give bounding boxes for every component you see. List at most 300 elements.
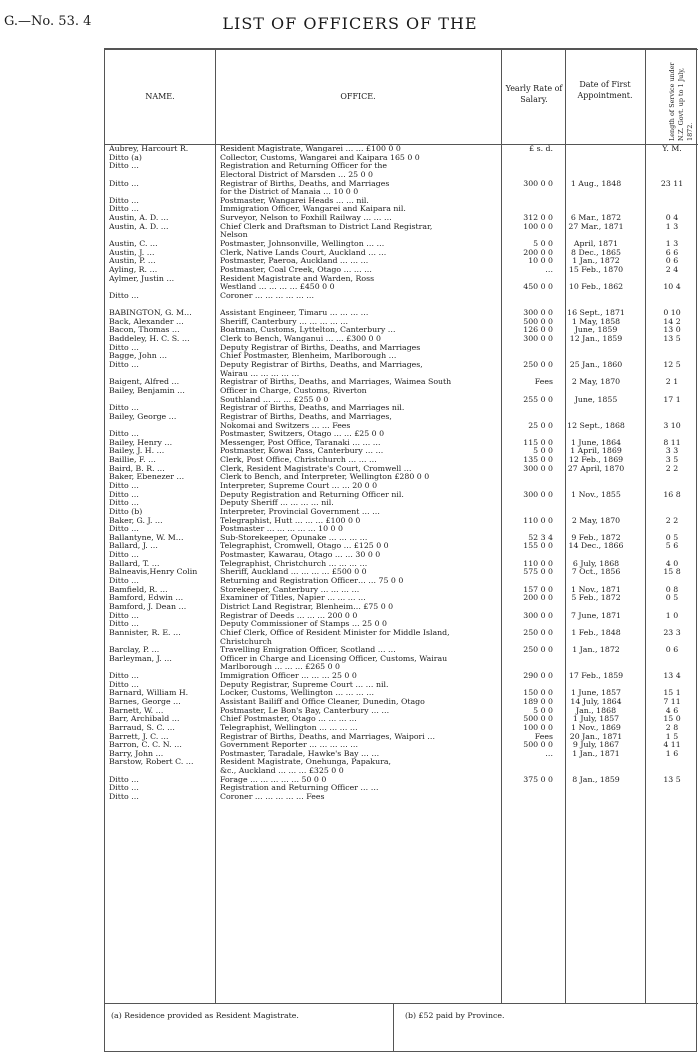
table-row [105,275,698,284]
yearly-salary: 100 0 0 [523,222,553,231]
table-row [105,223,698,232]
appointment-date: April, 1871 [573,240,619,249]
table-row [105,586,698,595]
office-title: Sub-Storekeeper, Opunake … … … … [220,533,368,542]
yearly-salary: 5 0 0 [533,706,553,715]
service-length: 2 4 [665,265,679,274]
yearly-salary: £ s. d. [529,145,553,153]
table-row [105,724,698,733]
table-body [105,145,698,802]
officer-name: Ayling, R. … [109,265,158,274]
office-title: Postmaster, Johnsonville, Wellington … … [220,240,385,249]
office-title: Marlborough … … … £265 0 0 [220,663,341,672]
service-length: 12 5 [663,361,681,370]
appointment-date: 6 Mar., 1872 [570,214,622,223]
appointment-date: 1 June, 1864 [570,438,622,447]
table-row [105,197,698,206]
office-title: Postmaster, Taradale, Hawke's Bay … … [220,749,380,758]
table-row [105,776,698,785]
officer-name: Ditto … [109,490,139,499]
officer-name: Ditto … [109,404,139,413]
yearly-salary: 255 0 0 [523,395,553,404]
office-title: Wairau … … … … … [220,369,300,378]
officer-name: Bacon, Thomas … [109,326,180,335]
table-row [105,707,698,716]
table-row [105,767,698,776]
service-length: 0 6 [665,257,679,266]
officer-name: Ditto … [109,179,139,188]
table-row [105,205,698,214]
table-row [105,188,698,197]
yearly-salary: Fees [534,732,553,741]
yearly-salary: 300 0 0 [523,179,553,188]
service-length: 1 6 [665,749,679,758]
officer-name: Barnes, George … [109,698,181,706]
office-title: Registrar of Deeds … … … 200 0 0 [220,611,358,620]
table-row [105,715,698,724]
officer-name: Austin, C. … [109,240,158,249]
service-length: 10 4 [663,283,681,292]
appointment-date: 14 Dec., 1866 [568,542,624,551]
service-length: 23 11 [660,179,684,188]
service-length: 13 5 [663,775,681,784]
office-title: Sheriff, Auckland … … … … £500 0 0 [220,568,367,577]
table-row [105,603,698,612]
table-row [105,560,698,569]
table-row [105,568,698,577]
table-row [105,465,698,474]
office-title: Boatman, Customs, Lyttelton, Canterbury … [220,326,396,335]
officer-name: Austin, J. … [109,248,155,257]
table-row [105,741,698,750]
officer-name: Barraud, S. C. … [109,723,175,732]
office-title: Locker, Customs, Wellington … … … … [220,689,375,698]
office-title: Deputy Registrar of Births, Deaths, and Marriages, [220,361,423,370]
table-row [105,499,698,508]
table-row [105,612,698,621]
office-title: Immigration Officer … … … 25 0 0 [220,672,357,681]
yearly-salary: 500 0 0 [523,317,553,326]
office-title: Assistant Bailiff and Office Cleaner, Dunedin, Otago [220,698,425,706]
office-title: Returning and Registration Officer… … 75 0 0 [220,577,404,586]
table-row [105,249,698,258]
table-row [105,456,698,465]
yearly-salary: 200 0 0 [523,248,553,257]
table-row [105,352,698,361]
office-title: Postmaster, Le Bon's Bay, Canterbury … … [220,706,390,715]
table-row [105,689,698,698]
officer-name: Ballard, J. … [109,542,158,551]
appointment-date: 5 Feb., 1872 [571,594,621,603]
table-row [105,542,698,551]
yearly-salary: 189 0 0 [523,698,553,706]
service-length: 17 1 [663,395,681,404]
officer-name: Ditto … [109,784,139,793]
yearly-salary: 135 0 0 [523,456,553,465]
office-title: Chief Postmaster, Blenheim, Marlborough … [220,352,397,361]
office-title: Chief Clerk, Office of Resident Minister for Middle Island, [220,628,450,637]
officer-name: Barrett, J. C. … [109,732,169,741]
table-row [105,698,698,707]
yearly-salary: 25 0 0 [528,421,553,430]
service-length: 2 8 [665,723,679,732]
officer-name: Ditto … [109,680,139,689]
table-row [105,240,698,249]
officers-table [104,48,697,1052]
table-row [105,162,698,171]
table-row [105,534,698,543]
appointment-date: Jan., 1868 [575,706,617,715]
service-length: 2 2 [665,516,679,525]
office-title: Registration and Returning Officer for the [220,162,387,171]
yearly-salary: 575 0 0 [523,568,553,577]
table-row [105,396,698,405]
table-row [105,629,698,638]
table-row [105,750,698,759]
officer-name: Austin, A. D. … [109,222,169,231]
office-title: Clerk, Native Lands Court, Auckland … … [220,248,387,257]
table-row [105,378,698,387]
appointment-date: 1 Nov., 1855 [571,490,621,499]
office-title: Deputy Commissioner of Stamps … 25 0 0 [220,620,387,629]
office-title: Government Reporter … … … … … [220,741,359,750]
page-title: LIST OF OFFICERS OF THE [222,14,478,33]
office-title: Chief Clerk and Draftsman to District Land Registrar, [220,222,433,231]
yearly-salary: 5 0 0 [533,447,553,456]
officer-name: Aubrey, Harcourt R. [109,145,189,153]
table-row [105,318,698,327]
table-row [105,370,698,379]
date-column-header: Date of First Appointment. [577,80,633,100]
service-length: 3 10 [663,421,681,430]
service-length: 0 10 [663,309,681,318]
officer-name: Ditto … [109,577,139,586]
office-title: Telegraphist, Hutt … … … £100 0 0 [220,516,361,525]
officer-name: Bailey, George … [109,412,177,421]
yearly-salary: 110 0 0 [523,559,553,568]
appointment-date: 12 Feb., 1869 [568,456,624,465]
officer-name: Ditto … [109,430,139,439]
service-length: 7 11 [663,698,681,706]
yearly-salary: 300 0 0 [523,490,553,499]
office-title: Deputy Registration and Returning Officer nil. [220,490,404,499]
service-length: 6 6 [665,248,679,257]
yearly-salary: 300 0 0 [523,464,553,473]
officer-name: Ditto … [109,551,139,560]
service-length: 3 3 [665,447,679,456]
yearly-salary: 250 0 0 [523,646,553,655]
table-row [105,301,698,310]
salary-column-header: Yearly Rate of Salary. [505,84,563,104]
officer-name: Bamford, J. Dean … [109,602,187,611]
office-title: Telegraphist, Wellington … … … … [220,723,358,732]
office-title: Assistant Engineer, Timaru … … … … [220,309,369,318]
yearly-salary: 157 0 0 [523,585,553,594]
appointment-date: 1 Jan., 1872 [572,646,620,655]
yearly-salary: 115 0 0 [523,438,553,447]
footnote-rule [105,1003,698,1004]
service-length: 14 2 [663,317,681,326]
office-title: Postmaster, Kawarau, Otago … … 30 0 0 [220,551,381,560]
officer-name: Bailey, Benjamin … [109,386,185,395]
service-length: 16 8 [663,490,681,499]
table-row [105,283,698,292]
officer-name: Barclay, P. … [109,646,160,655]
table-row [105,638,698,647]
office-title: Collector, Customs, Wangarei and Kaipara 165 0 0 [220,153,420,162]
office-title: Resident Magistrate, Wangarei … … £100 0 0 [220,145,401,153]
office-title: Christchurch [220,637,272,646]
table-row [105,620,698,629]
officer-name: Ditto … [109,525,139,534]
table-row [105,663,698,672]
table-row [105,171,698,180]
officer-name: Baker, G. J. … [109,516,163,525]
appointment-date: 16 Sept., 1871 [567,309,625,318]
office-title: Nelson [220,231,248,240]
officer-name: Bannister, R. E. … [109,628,181,637]
appointment-date: 27 Mar., 1871 [568,222,624,231]
office-title: Clerk, Resident Magistrate's Court, Cromwell … [220,464,412,473]
service-length: 13 0 [663,326,681,335]
officer-name: Back, Alexander … [109,317,184,326]
service-length: 4 6 [665,706,679,715]
office-title: Postmaster, Paeroa, Auckland … … … [220,257,369,266]
officer-name: Bailey, Henry … [109,438,173,447]
yearly-salary: 300 0 0 [523,611,553,620]
service-length: 0 4 [665,214,679,223]
officer-name: Bamford, Edwin … [109,594,184,603]
table-row [105,145,698,154]
officer-name: Balneavis,Henry Colin [109,568,198,577]
officer-name: Ditto … [109,162,139,171]
office-title: Clerk to Bench, and Interpreter, Wellington £280 0 0 [220,473,430,482]
table-row [105,335,698,344]
appointment-date: 6 July, 1868 [572,559,620,568]
table-row [105,594,698,603]
office-title: Telegraphist, Cromwell, Otago … £125 0 0 [220,542,389,551]
officer-name: Baigent, Alfred … [109,378,180,387]
office-title: Examiner of Titles, Napier … … … … [220,594,366,603]
appointment-date: 1 Nov., 1869 [571,723,621,732]
office-title: Postmaster, Kowai Pass, Canterbury … … [220,447,384,456]
yearly-salary: … [545,265,553,274]
office-title: Sheriff, Canterbury … … … … … [220,317,349,326]
office-title: Registrar of Births, Deaths, and Marriages nil. [220,404,405,413]
office-title: Registrar of Births, Deaths, and Marriages [220,179,390,188]
appointment-date: 1 July, 1857 [572,715,620,724]
appointment-date: 12 Sept., 1868 [567,421,625,430]
table-row [105,508,698,517]
table-row [105,214,698,223]
officer-name: Ditto … [109,481,139,490]
service-length: 13 4 [663,672,681,681]
table-row [105,784,698,793]
officer-name: Austin, P. … [109,257,156,266]
yearly-salary: 126 0 0 [523,326,553,335]
table-row [105,473,698,482]
service-length: 3 5 [665,456,679,465]
office-title: Officer in Charge and Licensing Officer, Customs, Wairau [220,654,448,663]
yearly-salary: 500 0 0 [523,715,553,724]
service-length: 2 1 [665,378,679,387]
appointment-date: 7 June, 1871 [570,611,622,620]
table-row [105,447,698,456]
officer-name: Ballard, T. … [109,559,160,568]
office-title: Interpreter, Provincial Government … … [220,507,380,516]
officer-name: Ditto … [109,499,139,508]
appointment-date: 15 Feb., 1870 [568,265,624,274]
service-length: 1 5 [665,732,679,741]
officer-name: Austin, A. D. … [109,214,169,223]
officer-name: Ditto … [109,361,139,370]
appointment-date: 14 July, 1864 [570,698,622,706]
office-title: Resident Magistrate and Warden, Ross [220,274,375,283]
service-length: 1 3 [665,222,679,231]
officer-name: Ballantyne, W. M… [109,533,184,542]
appointment-date: 17 Feb., 1859 [568,672,624,681]
yearly-salary: … [545,749,553,758]
officer-name: Bamfield, R. … [109,585,168,594]
appointment-date: June, 1855 [574,395,618,404]
table-row [105,422,698,431]
officer-name: Barstow, Robert C. … [109,758,194,767]
appointment-date: 7 Oct., 1856 [571,568,621,577]
table-row [105,672,698,681]
officer-name: Barron, C. C. N. … [109,741,182,750]
table-row [105,413,698,422]
table-row [105,154,698,163]
appointment-date: 2 May, 1870 [571,516,621,525]
office-title: Resident Magistrate, Onehunga, Papakura, [220,758,392,767]
table-row [105,577,698,586]
appointment-date: 1 June, 1857 [570,689,622,698]
office-title: Coroner … … … … … Fees [220,793,325,802]
office-title: Immigration Officer, Wangarei and Kaipara nil. [220,205,406,214]
footnote-divider [393,1003,394,1051]
appointment-date: 8 Dec., 1865 [571,248,621,257]
table-row [105,404,698,413]
table-row [105,525,698,534]
service-length: 23 3 [663,628,681,637]
table-row [105,793,698,802]
appointment-date: 2 May, 1870 [571,378,621,387]
yearly-salary: 250 0 0 [523,628,553,637]
appointment-date: 1 Nov., 1871 [571,585,621,594]
yearly-salary: 250 0 0 [523,361,553,370]
table-row [105,482,698,491]
yearly-salary: 155 0 0 [523,542,553,551]
officer-name: Ditto … [109,196,139,205]
yearly-salary: Fees [534,378,553,387]
appointment-date: 9 July, 1867 [572,741,620,750]
yearly-salary: 52 3 4 [528,533,553,542]
office-title: Registration and Returning Officer … … [220,784,379,793]
office-title: Nokomai and Switzers … … Fees [220,421,351,430]
yearly-salary: 312 0 0 [523,214,553,223]
officer-name: Ditto (a) [109,153,142,162]
table-row [105,309,698,318]
table-row [105,681,698,690]
officer-name: Ditto (b) [109,507,143,516]
office-title: Coroner … … … … … … [220,291,315,300]
table-row [105,517,698,526]
yearly-salary: 5 0 0 [533,240,553,249]
appointment-date: 1 Jan., 1871 [572,749,620,758]
service-length: 15 1 [663,689,681,698]
name-column-header: NAME. [145,92,175,101]
officer-name: Ditto … [109,793,139,802]
officer-name: Baker, Ebenezer … [109,473,185,482]
table-row [105,257,698,266]
appointment-date: 1 May, 1858 [571,317,621,326]
office-title: Registrar of Births, Deaths, and Marriages, [220,412,392,421]
office-title: Officer in Charge, Customs, Riverton [220,386,367,395]
office-title: Deputy Registrar, Supreme Court … … nil. [220,680,389,689]
table-rule [105,49,698,50]
yearly-salary: 150 0 0 [523,689,553,698]
table-row [105,430,698,439]
yearly-salary: 500 0 0 [523,741,553,750]
service-length: 0 6 [665,646,679,655]
appointment-date: 9 Feb., 1872 [571,533,621,542]
office-title: for the District of Manaia … 10 0 0 [220,188,359,197]
appointment-date: 1 Feb., 1848 [571,628,621,637]
office-title: Postmaster, Coal Creek, Otago … … … [220,265,372,274]
table-row [105,180,698,189]
appointment-date: 25 Jan., 1860 [569,361,623,370]
office-title: &c., Auckland … … … £325 0 0 [220,767,344,776]
appointment-date: 20 Jan., 1871 [569,732,623,741]
office-title: Surveyor, Nelson to Foxhill Railway … … … [220,214,392,223]
officer-name: Barleyman, J. … [109,654,172,663]
service-length: 15 0 [663,715,681,724]
office-title: Postmaster … … … … … 10 0 0 [220,525,343,534]
table-row [105,655,698,664]
officer-name: Ditto … [109,343,139,352]
officer-name: Ditto … [109,672,139,681]
officer-name: Ditto … [109,611,139,620]
table-row [105,733,698,742]
appointment-date: 10 Feb., 1862 [568,283,624,292]
page-number: G.—No. 53. 4 [4,14,92,29]
table-row [105,551,698,560]
service-length: 5 6 [665,542,679,551]
appointment-date: 8 Jan., 1859 [572,775,620,784]
yearly-salary: 375 0 0 [523,775,553,784]
office-title: Deputy Registrar of Births, Deaths, and Marriages [220,343,421,352]
office-title: Southland … … … £255 0 0 [220,395,329,404]
office-title: Storekeeper, Canterbury … … … … [220,585,360,594]
service-length: 1 3 [665,240,679,249]
office-title: Postmaster, Wangarei Heads … … nil. [220,196,369,205]
office-title: Clerk to Bench, Wanganui … … £300 0 0 [220,335,381,344]
service-length: 4 0 [665,559,679,568]
footnote-b: (b) £52 paid by Province. [405,1011,505,1020]
officer-name: Ditto … [109,205,139,214]
office-title: Westland … … … … £450 0 0 [220,283,335,292]
service-length: 0 5 [665,533,679,542]
office-title: District Land Registrar, Blenheim… £75 0 0 [220,602,394,611]
office-title: Registrar of Births, Deaths, and Marriages, Waimea South [220,378,452,387]
service-length: 1 0 [665,611,679,620]
yearly-salary: 100 0 0 [523,723,553,732]
yearly-salary: 300 0 0 [523,335,553,344]
officer-name: Barry, John … [109,749,164,758]
officer-name: Barnett, W. … [109,706,164,715]
table-row [105,439,698,448]
appointment-date: 12 Jan., 1859 [569,335,623,344]
